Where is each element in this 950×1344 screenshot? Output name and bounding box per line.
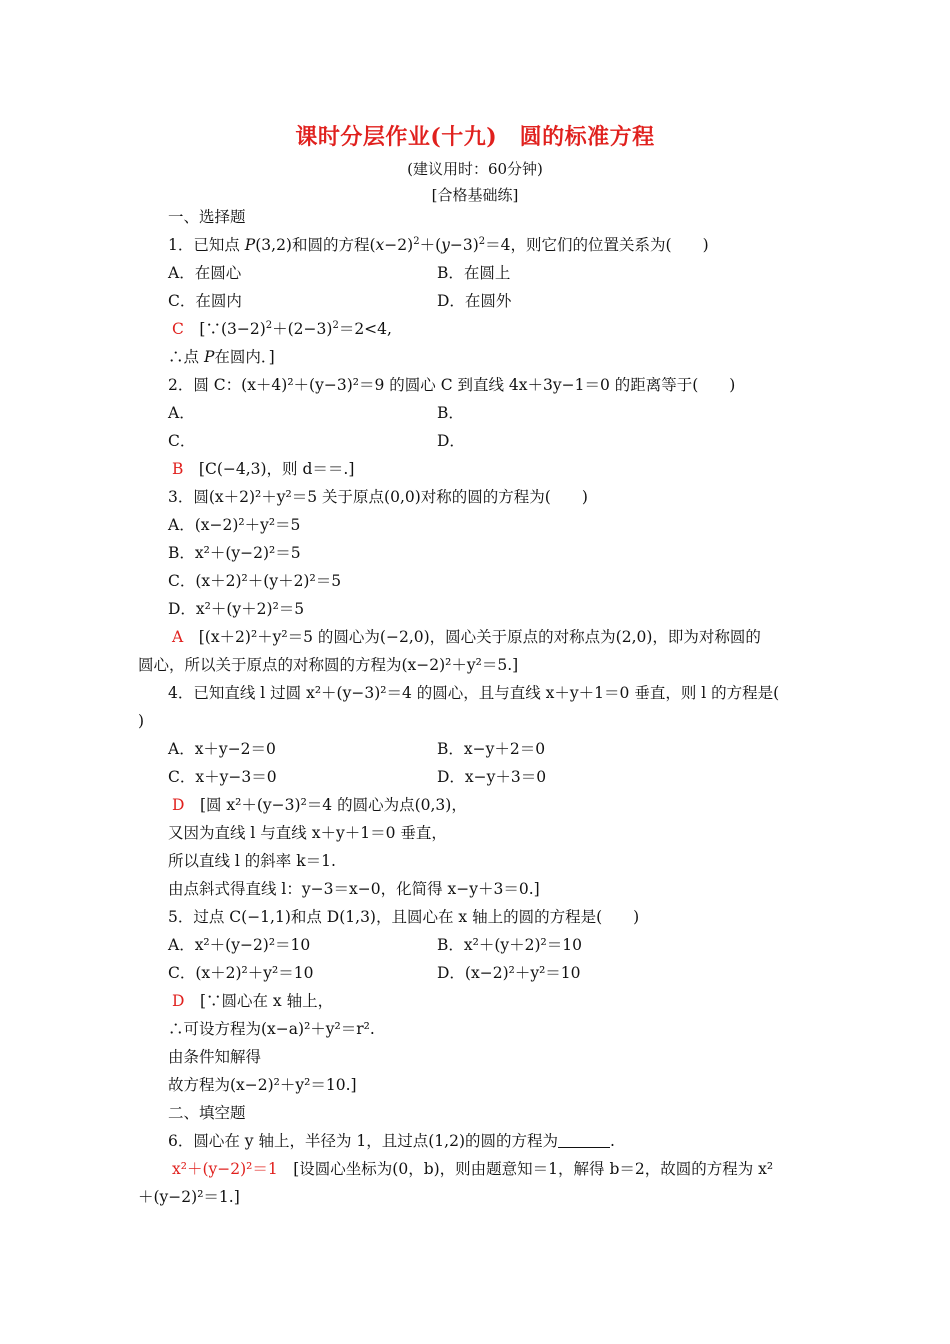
- question-stem: 6．圆心在 y 轴上，半径为 1，且过点(1,2)的圆的方程为 .: [168, 1132, 615, 1150]
- question-stem: 3．圆(x＋2)²＋y²＝5 关于原点(0,0)对称的圆的方程为( ): [168, 488, 588, 506]
- option-c: C．x＋y−3＝0: [168, 768, 277, 786]
- answer-explanation: B [C(−4,3)，则 d＝＝.]: [172, 460, 355, 478]
- option-b: B．: [437, 404, 464, 422]
- explanation-line: ＋(y−2)²＝1.]: [138, 1188, 240, 1206]
- answer-explanation: A [(x＋2)²＋y²＝5 的圆心为(−2,0)，圆心关于原点的对称点为(2,0)，即为对称圆的: [172, 628, 761, 646]
- question-stem: 2．圆 C：(x＋4)²＋(y−3)²＝9 的圆心 C 到直线 4x＋3y−1＝0 的距离等于( ): [168, 376, 736, 394]
- option-b: B．x²＋(y＋2)²＝10: [437, 936, 582, 954]
- explanation-line: 又因为直线 l 与直线 x＋y＋1＝0 垂直，: [168, 824, 447, 842]
- answer-text: x²＋(y−2)²＝1: [172, 1160, 278, 1178]
- option-c: C．: [168, 432, 196, 450]
- option-c: C．(x＋2)²＋(y＋2)²＝5: [168, 572, 342, 590]
- answer-explanation: x²＋(y−2)²＝1 [设圆心坐标为(0，b)，则由题意知＝1，解得 b＝2，故圆的方程为 x²: [172, 1160, 774, 1178]
- question-stem: 5．过点 C(−1,1)和点 D(1,3)，且圆心在 x 轴上的圆的方程是( ): [168, 908, 640, 926]
- answer-letter: D: [172, 992, 185, 1010]
- explanation-line: ∴可设方程为(x−a)²＋y²＝r².: [168, 1020, 375, 1038]
- option-a: A．x＋y−2＝0: [168, 740, 276, 758]
- option-d: D．在圆外: [437, 292, 512, 310]
- explanation-line: 故方程为(x−2)²＋y²＝10.]: [168, 1076, 357, 1094]
- option-a: A．x²＋(y−2)²＝10: [168, 936, 311, 954]
- answer-letter: D: [172, 796, 185, 814]
- page-subtitle: (建议用时：60分钟): [407, 160, 543, 178]
- explanation-line: 所以直线 l 的斜率 k＝1.: [168, 852, 336, 870]
- explanation-line: ∴点 P在圆内．]: [168, 348, 275, 366]
- question-stem: 4．已知直线 l 过圆 x²＋(y−3)²＝4 的圆心，且与直线 x＋y＋1＝0 垂直，则 l 的方程是(: [168, 684, 780, 702]
- answer-explanation: C [$\because(3-2)^2+(2-3)^2=2<4$,: [172, 320, 392, 338]
- answer-explanation: D [∵圆心在 x 轴上，: [172, 992, 334, 1010]
- explanation-line: 圆心，所以关于原点的对称圆的方程为(x−2)²＋y²＝5.]: [138, 656, 519, 674]
- option-c: C．(x＋2)²＋y²＝10: [168, 964, 314, 982]
- question-stem: 1．已知点 P(3,2)和圆的方程$(x-2)^2+(y-3)^2=4$，则它们的位置关系为( ): [168, 236, 709, 254]
- option-d: D．: [437, 432, 465, 450]
- explanation-line: 由点斜式得直线 l：y−3＝x−0，化简得 x−y＋3＝0.]: [168, 880, 540, 898]
- section-heading: 一、选择题: [168, 208, 246, 226]
- option-c: C．在圆内: [168, 292, 242, 310]
- option-d: D．x²＋(y＋2)²＝5: [168, 600, 305, 618]
- answer-letter: B: [172, 460, 184, 478]
- explanation-line: 由条件知解得: [168, 1048, 262, 1066]
- option-b: B．x−y＋2＝0: [437, 740, 546, 758]
- option-a: A．(x−2)²＋y²＝5: [168, 516, 301, 534]
- option-d: D．(x−2)²＋y²＝10: [437, 964, 581, 982]
- option-b: B．在圆上: [437, 264, 511, 282]
- answer-letter: A: [172, 628, 184, 646]
- option-b: B．x²＋(y−2)²＝5: [168, 544, 301, 562]
- answer-blank: [558, 1133, 610, 1148]
- answer-letter: C: [172, 320, 184, 338]
- question-stem-cont: ): [138, 712, 145, 730]
- option-a: A．在圆心: [168, 264, 242, 282]
- option-d: D．x−y＋3＝0: [437, 768, 547, 786]
- option-a: A．: [168, 404, 195, 422]
- page-title: 课时分层作业(十九) 圆的标准方程: [295, 124, 655, 150]
- answer-explanation: D [圆 x²＋(y−3)²＝4 的圆心为点(0,3)，: [172, 796, 467, 814]
- section-heading: 二、填空题: [168, 1104, 246, 1122]
- level-label: [合格基础练]: [431, 186, 519, 204]
